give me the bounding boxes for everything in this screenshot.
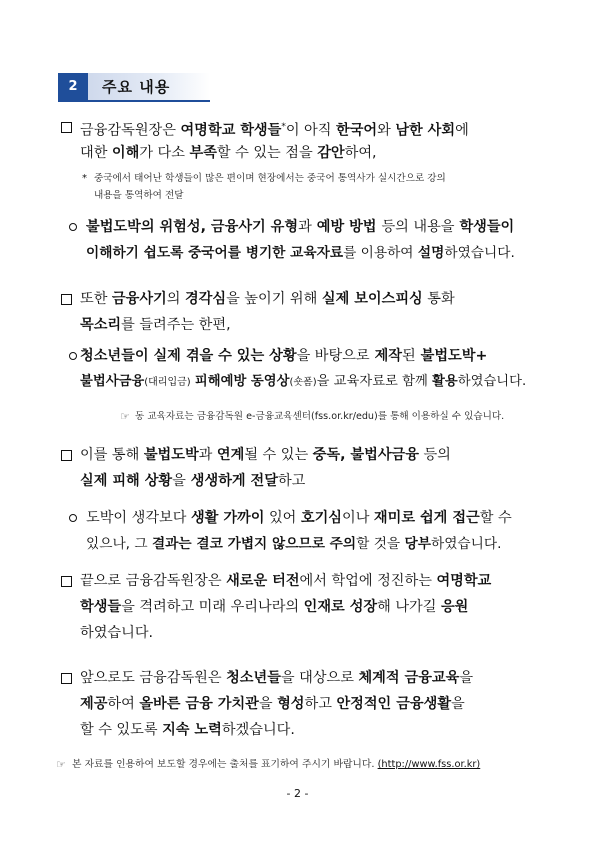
- footer-link[interactable]: (http://www.fss.or.kr): [377, 759, 481, 770]
- item-7-line-1: 끝으로 금융감독원장은 새로운 터전에서 학업에 정진하는 여명학교: [80, 573, 492, 589]
- circle-bullet: [69, 514, 77, 522]
- item-1-note-line-1: 중국에서 태어난 학생들이 많은 편이며 현장에서는 중국어 통역사가 실시간으로 강의: [94, 173, 446, 184]
- item-2-line-2: 이해하기 쉽도록 중국어를 병기한 교육자료를 이용하여 설명하였습니다.: [86, 245, 515, 261]
- section-number: 2: [58, 73, 88, 100]
- item-7-line-2: 학생들을 격려하고 미래 우리나라의 인재로 성장해 나가길 응원: [80, 599, 469, 615]
- section-rule: [58, 100, 210, 102]
- item-2-line-1: 불법도박의 위험성, 금융사기 유형과 예방 방법 등의 내용을 학생들이: [86, 219, 515, 235]
- square-bullet: [61, 673, 72, 684]
- footer-note: [72, 758, 480, 772]
- item-6-line-2: 있으나, 그 결과는 결코 가볍지 않으므로 주의할 것을 당부하였습니다.: [86, 536, 502, 552]
- item-5-line-1: 이를 통해 불법도박과 연계될 수 있는 중독, 불법사금융 등의: [80, 447, 451, 463]
- section-title: 주요 내용: [102, 78, 171, 96]
- pointing-hand-icon: ☞: [120, 410, 130, 423]
- item-1-line-2: 대한 이해가 다소 부족할 수 있는 점을 감안하여,: [80, 145, 377, 161]
- square-bullet: [61, 122, 72, 133]
- item-6-line-1: 도박이 생각보다 생활 가까이 있어 호기심이나 재미로 쉽게 접근할 수: [86, 510, 512, 526]
- item-1-line-1: 금융감독원장은 여명학교 학생들*이 아직 한국어와 남한 사회에: [80, 122, 469, 139]
- item-3-line-1: 또한 금융사기의 경각심을 높이기 위해 실제 보이스피싱 통화: [80, 291, 455, 307]
- item-4-line-2: 불법사금융(대리입금) 피해예방 동영상(숏폼)을 교육자료로 함께 활용하였습니다.: [80, 374, 527, 389]
- square-bullet: [61, 450, 72, 461]
- item-8-line-1: 앞으로도 금융감독원은 청소년들을 대상으로 체계적 금융교육을: [80, 670, 474, 686]
- item-8-line-2: 제공하여 올바른 금융 가치관을 형성하고 안정적인 금융생활을: [80, 696, 465, 712]
- item-4-pointer-note: 동 교육자료는 금융감독원 e-금융교육센터(fss.or.kr/edu)를 통해 이용하실 수 있습니다.: [135, 411, 505, 422]
- item-3-line-2: 목소리를 들려주는 한편,: [80, 317, 231, 333]
- square-bullet: [61, 294, 72, 305]
- item-1-note-line-2: 내용을 통역하여 전달: [94, 190, 184, 201]
- circle-bullet: [69, 223, 77, 231]
- item-7-line-3: 하였습니다.: [80, 625, 154, 641]
- asterisk-marker: *: [82, 173, 87, 184]
- item-5-line-2: 실제 피해 상황을 생생하게 전달하고: [80, 473, 306, 489]
- pointing-hand-icon: ☞: [56, 758, 66, 771]
- square-bullet: [61, 576, 72, 587]
- footer-note-text: 본 자료를 인용하여 보도할 경우에는 출처를 표기하여 주시기 바랍니다.: [72, 759, 375, 770]
- circle-bullet: [69, 352, 77, 360]
- page-number: - 2 -: [286, 787, 309, 800]
- item-4-line-1: 청소년들이 실제 겪을 수 있는 상황을 바탕으로 제작된 불법도박+: [80, 348, 488, 364]
- item-8-line-3: 할 수 있도록 지속 노력하겠습니다.: [80, 722, 295, 738]
- section-header: [58, 73, 210, 100]
